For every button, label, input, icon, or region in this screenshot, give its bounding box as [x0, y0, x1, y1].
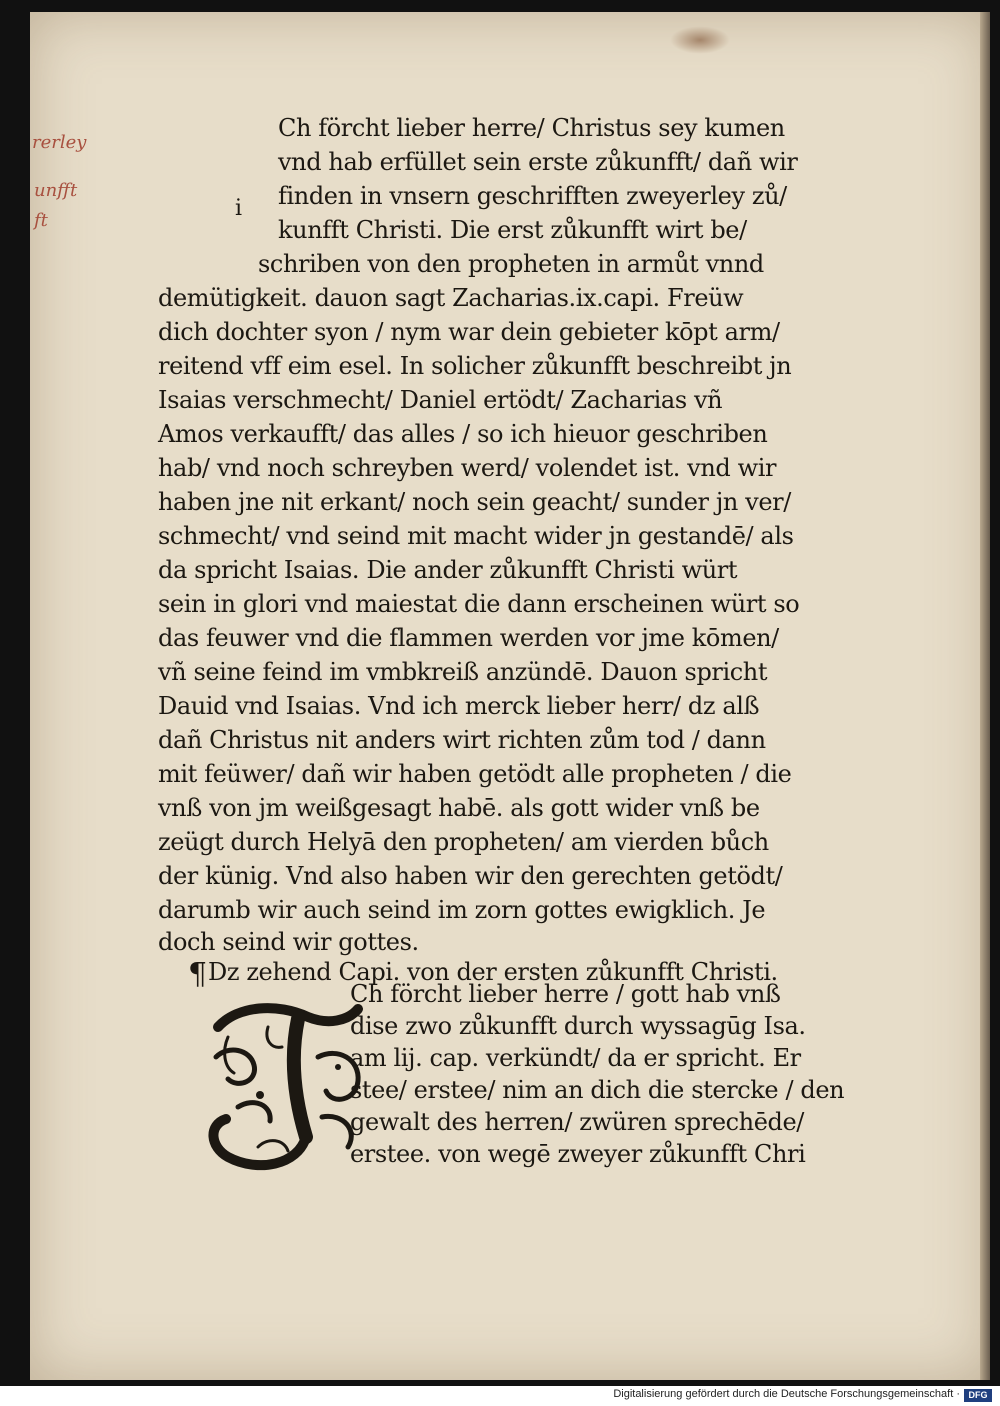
- text-line: darumb wir auch seind im zorn gottes ewigklich. Je: [158, 896, 766, 924]
- text-line: kunfft Christi. Die erst zůkunfft wirt be/: [278, 216, 747, 244]
- text-line: vnd hab erfüllet sein erste zůkunfft/ dañ wir: [278, 148, 798, 176]
- text-line: am lij. cap. verkündt/ da er spricht. Er: [350, 1044, 801, 1072]
- footer-bar: [0, 1386, 1000, 1406]
- text-line: mit feüwer/ dañ wir haben getödt alle propheten / die: [158, 760, 792, 788]
- text-line: da spricht Isaias. Die ander zůkunfft Christi würt: [158, 556, 738, 584]
- dfg-logo-icon: DFG: [964, 1389, 992, 1402]
- margin-note: rerley: [32, 132, 87, 153]
- text-line: schriben von den propheten in armůt vnnd: [258, 250, 764, 278]
- text-line: das feuwer vnd die flammen werden vor jme kōmen/: [158, 624, 779, 652]
- text-line: sein in glori vnd maiestat die dann erscheinen würt so: [158, 590, 800, 618]
- text-line: zeügt durch Helyā den propheten/ am vierden bůch: [158, 828, 769, 856]
- footer-credit: Digitalisierung gefördert durch die Deutsche Forschungsgemeinschaft ·: [613, 1388, 960, 1400]
- text-line: haben jne nit erkant/ noch sein geacht/ sunder jn ver/: [158, 488, 791, 516]
- text-line: dise zwo zůkunfft durch wyssagūg Isa.: [350, 1012, 806, 1040]
- text-line: finden in vnsern geschrifften zweyerley zů/: [278, 182, 787, 210]
- text-line: Ch förcht lieber herre/ Christus sey kumen: [278, 114, 785, 142]
- text-line: vñ seine feind im vmbkreiß anzündē. Dauon spricht: [158, 658, 768, 686]
- text-line: gewalt des herren/ zwüren sprechēde/: [350, 1108, 804, 1136]
- chapter-pilcrow: ¶: [188, 957, 208, 992]
- text-line: hab/ vnd noch schreyben werd/ volendet ist. vnd wir: [158, 454, 777, 482]
- text-line: Dauid vnd Isaias. Vnd ich merck lieber herr/ dz alß: [158, 692, 760, 720]
- decorated-initial-i-icon: [198, 997, 374, 1177]
- text-line: Amos verkaufft/ das alles / so ich hieuor geschriben: [158, 420, 768, 448]
- chapter-heading: Dz zehend Capi. von der ersten zůkunfft Christi.: [208, 958, 778, 986]
- text-line: doch seind wir gottes.: [158, 928, 419, 956]
- page-leaf-edge: [980, 12, 990, 1380]
- margin-note: ft: [34, 210, 48, 231]
- margin-numeral: i: [235, 196, 243, 221]
- text-line: stee/ erstee/ nim an dich die stercke / den: [350, 1076, 845, 1104]
- manuscript-page: [30, 12, 990, 1380]
- text-line: erstee. von wegē zweyer zůkunfft Chri: [350, 1140, 806, 1168]
- text-line: Isaias verschmecht/ Daniel ertödt/ Zacharias vñ: [158, 386, 723, 414]
- text-line: demütigkeit. dauon sagt Zacharias.ix.capi. Freüw: [158, 284, 744, 312]
- page-stain: [670, 26, 730, 54]
- text-line: schmecht/ vnd seind mit macht wider jn gestandē/ als: [158, 522, 794, 550]
- text-line: der künig. Vnd also haben wir den gerechten getödt/: [158, 862, 783, 890]
- text-line: reitend vff eim esel. In solicher zůkunfft beschreibt jn: [158, 352, 792, 380]
- text-line: Ch förcht lieber herre / gott hab vnß: [350, 980, 781, 1008]
- text-line: dañ Christus nit anders wirt richten zům tod / dann: [158, 726, 766, 754]
- text-line: vnß von jm weißgesagt habē. als gott wider vnß be: [158, 794, 760, 822]
- margin-note: unfft: [34, 180, 78, 201]
- text-line: dich dochter syon / nym war dein gebieter kōpt arm/: [158, 318, 780, 346]
